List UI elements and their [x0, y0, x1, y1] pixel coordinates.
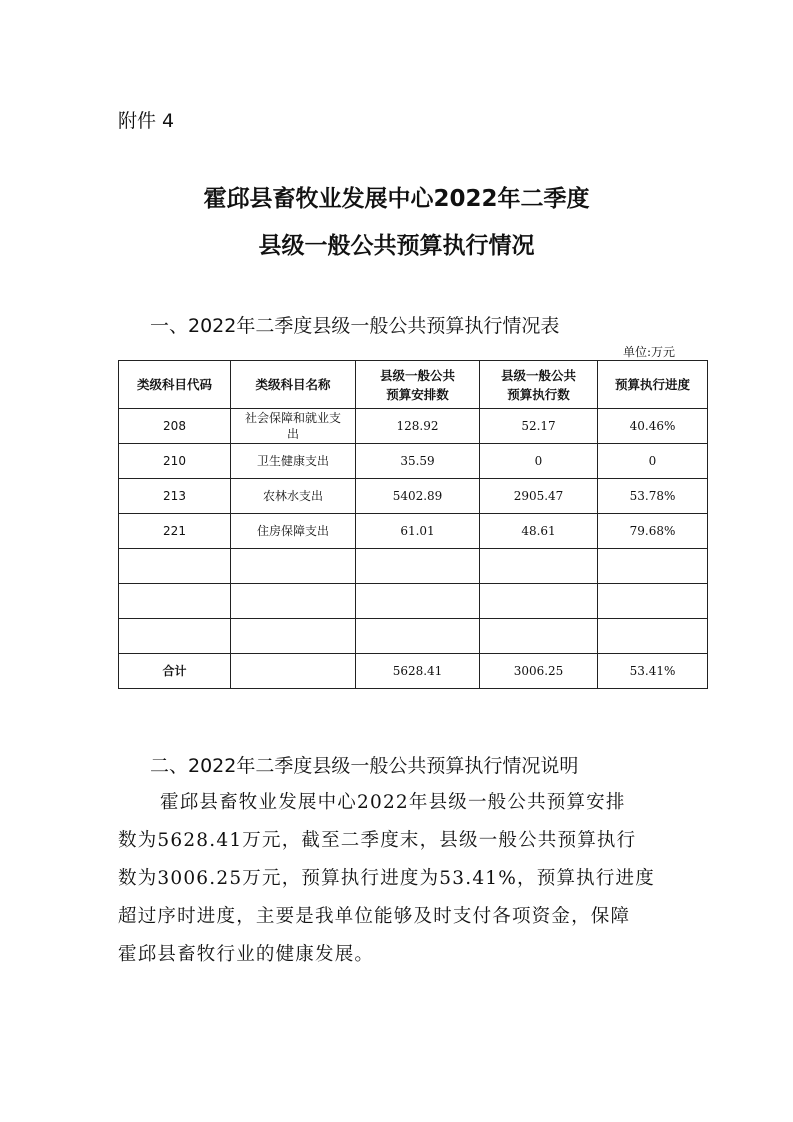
- cell-planned: 35.59: [356, 444, 480, 479]
- cell-executed: [480, 584, 598, 619]
- budget-execution-table: [118, 360, 708, 689]
- cell-executed: 52.17: [480, 409, 598, 444]
- cell-code: 208: [119, 409, 231, 444]
- cell-code: [119, 549, 231, 584]
- table-row-empty: [119, 584, 708, 619]
- header-text: 类级科目代码: [136, 377, 212, 392]
- cell-planned: 128.92: [356, 409, 480, 444]
- cell-name: 社会保障和就业支 出: [231, 409, 356, 444]
- explanation-paragraph: [118, 784, 678, 974]
- cell-name: [231, 654, 356, 689]
- paragraph-line: 霍邱县畜牧行业的健康发展。: [118, 944, 375, 965]
- cell-executed: [480, 549, 598, 584]
- paragraph-line: 数为5628.41万元，截至二季度末，县级一般公共预算执行: [118, 830, 637, 851]
- paragraph-line: 数为3006.25万元，预算执行进度为53.41%，预算执行进度: [118, 868, 655, 889]
- cell-progress: 0: [598, 444, 708, 479]
- cell-planned: 61.01: [356, 514, 480, 549]
- cell-total-progress: 53.41%: [598, 654, 708, 689]
- cell-executed: [480, 619, 598, 654]
- cell-total-label: 合计: [119, 654, 231, 689]
- cell-executed: 0: [480, 444, 598, 479]
- cell-progress: [598, 619, 708, 654]
- header-budget-executed: [480, 361, 598, 409]
- cell-code: 213: [119, 479, 231, 514]
- header-subject-code: [119, 361, 231, 409]
- cell-executed: 2905.47: [480, 479, 598, 514]
- cell-progress: 79.68%: [598, 514, 708, 549]
- header-execution-progress: [598, 361, 708, 409]
- cell-planned: [356, 584, 480, 619]
- unit-label: 单位:万元: [622, 345, 675, 359]
- cell-progress: [598, 549, 708, 584]
- header-text: 县级一般公共 预算执行数: [500, 367, 576, 402]
- table-row: [119, 479, 708, 514]
- header-budget-planned: [356, 361, 480, 409]
- cell-total-planned: 5628.41: [356, 654, 480, 689]
- cell-planned: [356, 619, 480, 654]
- cell-code: [119, 584, 231, 619]
- document-title-line1: 霍邱县畜牧业发展中心2022年二季度: [203, 186, 590, 212]
- document-title-line2: 县级一般公共预算执行情况: [258, 233, 535, 259]
- cell-total-executed: 3006.25: [480, 654, 598, 689]
- header-text: 类级科目名称: [255, 377, 331, 392]
- cell-planned: 5402.89: [356, 479, 480, 514]
- cell-name: [231, 549, 356, 584]
- table-row: [119, 514, 708, 549]
- header-text: 县级一般公共 预算安排数: [379, 367, 455, 402]
- table-row-empty: [119, 619, 708, 654]
- cell-code: 210: [119, 444, 231, 479]
- cell-progress: 40.46%: [598, 409, 708, 444]
- cell-name: [231, 584, 356, 619]
- header-subject-name: [231, 361, 356, 409]
- cell-code: 221: [119, 514, 231, 549]
- cell-planned: [356, 549, 480, 584]
- table-row: [119, 444, 708, 479]
- attachment-label: 附件 4: [118, 110, 175, 132]
- cell-name: 住房保障支出: [231, 514, 356, 549]
- cell-progress: 53.78%: [598, 479, 708, 514]
- cell-name: 卫生健康支出: [231, 444, 356, 479]
- cell-progress: [598, 584, 708, 619]
- cell-executed: 48.61: [480, 514, 598, 549]
- table-header-row: [119, 361, 708, 409]
- cell-code: [119, 619, 231, 654]
- cell-name: 农林水支出: [231, 479, 356, 514]
- section2-heading: 二、2022年二季度县级一般公共预算执行情况说明: [150, 755, 579, 777]
- table-total-row: [119, 654, 708, 689]
- section1-heading: 一、2022年二季度县级一般公共预算执行情况表: [150, 315, 560, 337]
- paragraph-line: 霍邱县畜牧业发展中心2022年县级一般公共预算安排: [160, 792, 626, 813]
- paragraph-line: 超过序时进度，主要是我单位能够及时支付各项资金，保障: [118, 906, 631, 927]
- cell-name: [231, 619, 356, 654]
- table-row-empty: [119, 549, 708, 584]
- header-text: 预算执行进度: [614, 377, 690, 392]
- table-row: [119, 409, 708, 444]
